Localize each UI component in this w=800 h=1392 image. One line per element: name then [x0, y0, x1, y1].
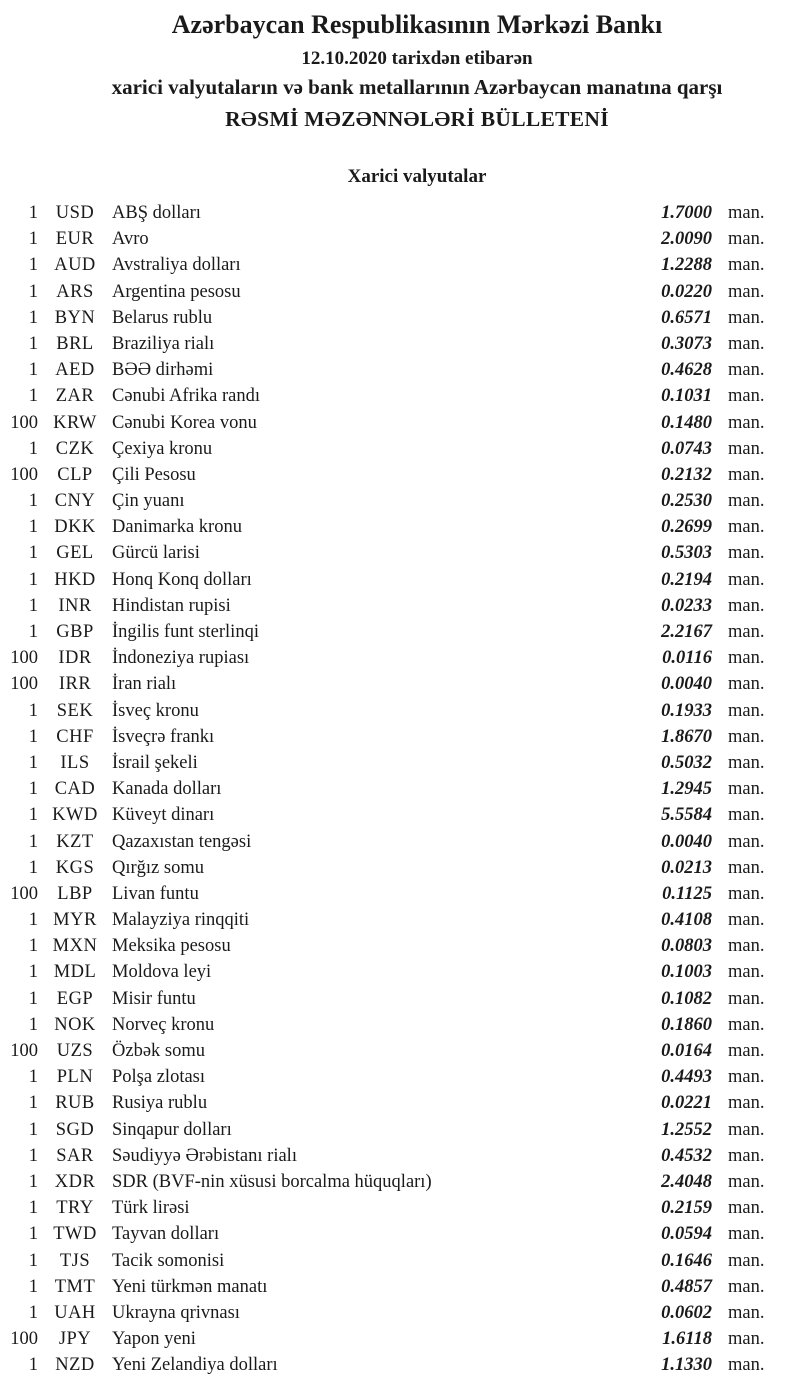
currency-quantity: 1: [28, 569, 38, 590]
unit-label: man.: [728, 1302, 765, 1323]
rate-row: [0, 462, 773, 488]
section-title-foreign-currencies: Xarici valyutalar: [347, 166, 487, 187]
rate-value: 0.0743: [661, 438, 712, 459]
currency-quantity: 100: [10, 1041, 38, 1061]
currency-quantity: 1: [28, 779, 38, 800]
rate-row: [0, 671, 773, 697]
currency-name: Hindistan rupisi: [112, 595, 231, 616]
rate-row: [0, 226, 773, 252]
rate-value: 0.0164: [661, 1041, 712, 1061]
currency-quantity: 1: [28, 1119, 38, 1140]
rate-row: [0, 200, 773, 226]
currency-code: CNY: [54, 491, 96, 512]
currency-code: BRL: [56, 333, 94, 354]
rate-row: [0, 802, 773, 828]
currency-quantity: 1: [28, 752, 38, 773]
currency-code: ILS: [60, 752, 90, 773]
rate-value: 0.0803: [661, 936, 712, 957]
rate-row: [0, 829, 773, 855]
rate-row: [0, 514, 773, 540]
currency-code: IRR: [58, 674, 92, 695]
unit-label: man.: [728, 988, 765, 1009]
rate-value: 0.1003: [661, 962, 712, 983]
unit-label: man.: [728, 752, 765, 773]
rate-row: [0, 331, 773, 357]
unit-label: man.: [728, 1093, 765, 1114]
rate-value: 0.5032: [661, 752, 712, 773]
currency-name: Avstraliya dolları: [112, 255, 241, 276]
currency-name: İsrail şekeli: [112, 752, 198, 773]
currency-quantity: 1: [28, 622, 38, 642]
currency-code: GEL: [56, 543, 94, 564]
currency-name: Səudiyyə Ərəbistanı rialı: [112, 1145, 297, 1166]
rate-row: [0, 279, 773, 305]
currency-name: Kanada dolları: [112, 779, 222, 800]
rate-row: [0, 645, 773, 671]
currency-name: SDR (BVF-nin xüsusi borcalma hüquqları): [112, 1171, 432, 1192]
rate-value: 0.0594: [661, 1224, 712, 1245]
currency-code: CHF: [56, 726, 94, 747]
currency-quantity: 1: [28, 1224, 38, 1245]
rate-value: 0.4493: [661, 1067, 712, 1088]
rate-value: 0.0116: [662, 648, 712, 669]
currency-quantity: 1: [28, 517, 38, 538]
currency-name: Qırğız somu: [112, 857, 204, 878]
currency-name: Rusiya rublu: [112, 1093, 208, 1114]
currency-name: Belarus rublu: [112, 307, 213, 328]
unit-label: man.: [728, 1355, 765, 1376]
currency-name: Cənubi Afrika randı: [112, 386, 260, 407]
rate-row: [0, 410, 773, 436]
currency-name: Yapon yeni: [112, 1329, 196, 1350]
rate-row: [0, 488, 773, 514]
rate-value: 1.6118: [662, 1329, 712, 1350]
rate-row: [0, 357, 773, 383]
rate-value: 0.1480: [661, 412, 712, 433]
unit-label: man.: [728, 517, 765, 538]
unit-label: man.: [728, 831, 765, 852]
rate-row: [0, 1300, 773, 1326]
rate-row: [0, 1326, 773, 1352]
currency-code: JPY: [58, 1329, 92, 1350]
currency-quantity: 100: [10, 648, 38, 669]
currency-code: MYR: [53, 910, 97, 931]
currency-quantity: 100: [10, 1329, 38, 1350]
currency-quantity: 1: [28, 438, 38, 459]
currency-quantity: 1: [28, 726, 38, 747]
currency-code: CZK: [55, 438, 95, 459]
currency-quantity: 1: [28, 1145, 38, 1166]
currency-code: CAD: [54, 779, 96, 800]
currency-name: Meksika pesosu: [112, 936, 231, 957]
currency-code: NOK: [54, 1014, 96, 1035]
rate-value: 0.2699: [661, 517, 712, 538]
unit-label: man.: [728, 726, 765, 747]
currency-quantity: 1: [28, 281, 38, 302]
unit-label: man.: [728, 438, 765, 459]
unit-label: man.: [728, 281, 765, 302]
currency-quantity: 1: [28, 203, 38, 223]
currency-code: TRY: [56, 1198, 94, 1219]
currency-name: Moldova leyi: [112, 962, 212, 983]
currency-quantity: 1: [28, 1171, 38, 1192]
rate-row: [0, 593, 773, 619]
rate-row: [0, 986, 773, 1012]
unit-label: man.: [728, 1119, 765, 1140]
currency-code: IDR: [58, 648, 92, 669]
rate-row: [0, 1038, 773, 1064]
unit-label: man.: [728, 1067, 765, 1088]
currency-code: MDL: [53, 962, 97, 983]
unit-label: man.: [728, 412, 765, 433]
rate-row: [0, 567, 773, 593]
rate-value: 1.2552: [661, 1119, 712, 1140]
currency-name: Tacik somonisi: [112, 1250, 225, 1271]
rate-value: 0.1031: [661, 386, 712, 407]
rate-value: 0.0233: [661, 595, 712, 616]
currency-name: Küveyt dinarı: [112, 805, 215, 826]
rate-value: 0.4108: [661, 910, 712, 931]
unit-label: man.: [728, 595, 765, 616]
currency-name: Honq Konq dolları: [112, 569, 252, 590]
rate-row: [0, 383, 773, 409]
rate-value: 0.0220: [661, 281, 712, 302]
currency-code: MXN: [52, 936, 98, 957]
unit-label: man.: [728, 229, 765, 250]
rate-row: [0, 1221, 773, 1247]
currency-name: Misir funtu: [112, 988, 196, 1009]
currency-code: EUR: [55, 229, 95, 250]
unit-label: man.: [728, 491, 765, 512]
currency-quantity: 1: [28, 857, 38, 878]
unit-label: man.: [728, 360, 765, 381]
unit-label: man.: [728, 1145, 765, 1166]
currency-name: Danimarka kronu: [112, 517, 242, 538]
rate-value: 0.2132: [661, 464, 712, 485]
rate-value: 0.0213: [661, 857, 712, 878]
currency-quantity: 1: [28, 543, 38, 564]
rate-row: [0, 540, 773, 566]
currency-name: Tayvan dolları: [112, 1224, 220, 1245]
unit-label: man.: [728, 255, 765, 276]
currency-code: ARS: [56, 281, 94, 302]
currency-name: Çexiya kronu: [112, 438, 213, 459]
currency-name: İsveçrə frankı: [112, 726, 215, 747]
rate-value: 0.1125: [662, 883, 712, 904]
rate-row: [0, 1064, 773, 1090]
currency-name: Argentina pesosu: [112, 281, 241, 302]
rate-value: 0.1646: [661, 1250, 712, 1271]
currency-quantity: 1: [28, 360, 38, 381]
currency-quantity: 100: [10, 674, 38, 695]
currency-quantity: 100: [10, 883, 38, 904]
currency-code: TMT: [54, 1276, 96, 1297]
bank-name-title: Azərbaycan Respublikasının Mərkəzi Bankı: [171, 10, 663, 39]
rate-value: 1.7000: [661, 203, 712, 223]
currency-code: SGD: [55, 1119, 95, 1140]
rate-row: [0, 724, 773, 750]
currency-quantity: 1: [28, 491, 38, 512]
currency-code: KZT: [56, 831, 94, 852]
unit-label: man.: [728, 1014, 765, 1035]
rate-value: 0.0040: [661, 674, 712, 695]
rate-row: [0, 1090, 773, 1116]
currency-code: LBP: [57, 883, 93, 904]
currency-quantity: 1: [28, 1250, 38, 1271]
rate-value: 0.0602: [661, 1302, 712, 1323]
currency-code: RUB: [55, 1093, 95, 1114]
currency-code: DKK: [54, 517, 96, 538]
rate-value: 1.1330: [661, 1355, 712, 1376]
currency-quantity: 1: [28, 962, 38, 983]
rate-row: [0, 1012, 773, 1038]
rate-value: 0.4857: [661, 1276, 712, 1297]
rate-value: 5.5584: [661, 805, 712, 826]
rate-value: 0.4532: [661, 1145, 712, 1166]
unit-label: man.: [728, 1224, 765, 1245]
currency-code: HKD: [54, 569, 96, 590]
currency-quantity: 1: [28, 988, 38, 1009]
currency-name: Cənubi Korea vonu: [112, 412, 257, 433]
currency-quantity: 1: [28, 700, 38, 721]
unit-label: man.: [728, 962, 765, 983]
currency-name: Sinqapur dolları: [112, 1119, 232, 1140]
currency-code: KGS: [55, 857, 95, 878]
unit-label: man.: [728, 1250, 765, 1271]
currency-name: İran rialı: [112, 674, 177, 695]
unit-label: man.: [728, 648, 765, 669]
currency-quantity: 1: [28, 805, 38, 826]
currency-code: KRW: [53, 412, 97, 433]
currency-name: Livan funtu: [112, 883, 199, 904]
currency-quantity: 1: [28, 229, 38, 250]
currency-code: BYN: [54, 307, 96, 328]
currency-code: AED: [55, 360, 95, 381]
rate-row: [0, 1117, 773, 1143]
currency-code: XDR: [54, 1171, 96, 1192]
currency-name: Polşa zlotası: [112, 1067, 206, 1088]
currency-quantity: 1: [28, 1014, 38, 1035]
currency-quantity: 1: [28, 831, 38, 852]
currency-quantity: 1: [28, 333, 38, 354]
unit-label: man.: [728, 700, 765, 721]
unit-label: man.: [728, 674, 765, 695]
currency-name: Çili Pesosu: [112, 464, 196, 485]
unit-label: man.: [728, 857, 765, 878]
unit-label: man.: [728, 1276, 765, 1297]
rate-row: [0, 1143, 773, 1169]
currency-name: Malayziya rinqqiti: [112, 910, 250, 931]
rate-row: [0, 750, 773, 776]
currency-quantity: 100: [10, 412, 38, 433]
currency-name: Ukrayna qrivnası: [112, 1302, 240, 1323]
currency-name: Qazaxıstan tengəsi: [112, 831, 252, 852]
currency-quantity: 1: [28, 255, 38, 276]
currency-quantity: 1: [28, 307, 38, 328]
currency-quantity: 1: [28, 1067, 38, 1088]
unit-label: man.: [728, 569, 765, 590]
rate-value: 1.8670: [661, 726, 712, 747]
rate-value: 0.0040: [661, 831, 712, 852]
currency-code: UZS: [56, 1041, 94, 1061]
effective-date-line: 12.10.2020 tarixdən etibarən: [301, 48, 533, 69]
unit-label: man.: [728, 307, 765, 328]
rate-value: 0.2159: [661, 1198, 712, 1219]
currency-name: Yeni türkmən manatı: [112, 1276, 268, 1297]
unit-label: man.: [728, 464, 765, 485]
unit-label: man.: [728, 805, 765, 826]
currency-code: TWD: [53, 1224, 97, 1245]
unit-label: man.: [728, 1198, 765, 1219]
rate-row: [0, 698, 773, 724]
unit-label: man.: [728, 779, 765, 800]
rate-value: 0.1082: [661, 988, 712, 1009]
currency-quantity: 1: [28, 910, 38, 931]
rate-value: 0.5303: [661, 543, 712, 564]
currency-code: TJS: [59, 1250, 91, 1271]
currency-quantity: 1: [28, 1093, 38, 1114]
currency-quantity: 100: [10, 464, 38, 485]
rate-row: [0, 305, 773, 331]
rate-value: 0.1860: [661, 1014, 712, 1035]
unit-label: man.: [728, 1171, 765, 1192]
exchange-rates-table: [0, 200, 800, 1378]
rate-value: 0.2194: [661, 569, 712, 590]
unit-label: man.: [728, 543, 765, 564]
currency-code: ZAR: [55, 386, 95, 407]
rate-value: 2.2167: [661, 622, 712, 642]
currency-name: ABŞ dolları: [112, 203, 201, 223]
unit-label: man.: [728, 622, 765, 642]
currency-name: Türk lirəsi: [112, 1198, 190, 1219]
unit-label: man.: [728, 1329, 765, 1350]
currency-code: PLN: [56, 1067, 94, 1088]
rate-row: [0, 776, 773, 802]
rate-value: 0.1933: [661, 700, 712, 721]
bulletin-title: RƏSMİ MƏZƏNNƏLƏRİ BÜLLETENİ: [225, 107, 609, 131]
rate-row: [0, 1195, 773, 1221]
currency-quantity: 1: [28, 386, 38, 407]
currency-code: EGP: [56, 988, 94, 1009]
rate-row: [0, 252, 773, 278]
currency-code: SEK: [56, 700, 94, 721]
rate-row: [0, 959, 773, 985]
currency-name: Gürcü larisi: [112, 543, 200, 564]
currency-name: Avro: [112, 229, 149, 250]
currency-code: USD: [55, 203, 95, 223]
rate-value: 0.0221: [661, 1093, 712, 1114]
unit-label: man.: [728, 203, 765, 223]
currency-code: UAH: [54, 1302, 96, 1323]
rate-row: [0, 1248, 773, 1274]
unit-label: man.: [728, 910, 765, 931]
rate-row: [0, 619, 773, 645]
rate-row: [0, 907, 773, 933]
currency-name: BƏƏ dirhəmi: [112, 360, 214, 381]
rate-row: [0, 881, 773, 907]
currency-quantity: 1: [28, 1276, 38, 1297]
currency-code: INR: [58, 595, 92, 616]
document-header: [34, 8, 800, 134]
rate-value: 1.2945: [661, 779, 712, 800]
currency-quantity: 1: [28, 595, 38, 616]
rate-value: 0.3073: [661, 333, 712, 354]
currency-quantity: 1: [28, 1302, 38, 1323]
rate-row: [0, 1352, 773, 1378]
unit-label: man.: [728, 333, 765, 354]
currency-code: CLP: [57, 464, 93, 485]
rate-row: [0, 933, 773, 959]
currency-name: Norveç kronu: [112, 1014, 215, 1035]
rate-row: [0, 1169, 773, 1195]
unit-label: man.: [728, 1041, 765, 1061]
currency-name: İsveç kronu: [112, 700, 199, 721]
unit-label: man.: [728, 883, 765, 904]
unit-label: man.: [728, 936, 765, 957]
subject-line: xarici valyutaların və bank metallarının Azərbaycan manatına qarşı: [111, 75, 723, 99]
currency-code: SAR: [56, 1145, 94, 1166]
rate-value: 0.2530: [661, 491, 712, 512]
currency-quantity: 1: [28, 1198, 38, 1219]
currency-quantity: 1: [28, 1355, 38, 1376]
rate-row: [0, 855, 773, 881]
currency-name: Özbək somu: [112, 1041, 205, 1061]
currency-code: KWD: [52, 805, 98, 826]
rate-value: 0.6571: [661, 307, 712, 328]
unit-label: man.: [728, 386, 765, 407]
currency-quantity: 1: [28, 936, 38, 957]
rate-row: [0, 436, 773, 462]
currency-code: NZD: [55, 1355, 95, 1376]
rate-row: [0, 1274, 773, 1300]
rate-value: 2.4048: [661, 1171, 712, 1192]
currency-name: Yeni Zelandiya dolları: [112, 1355, 278, 1376]
currency-name: Braziliya rialı: [112, 333, 215, 354]
currency-name: Çin yuanı: [112, 491, 185, 512]
rate-value: 2.0090: [661, 229, 712, 250]
rate-value: 1.2288: [661, 255, 712, 276]
currency-code: GBP: [56, 622, 94, 642]
currency-code: AUD: [54, 255, 96, 276]
currency-name: İngilis funt sterlinqi: [112, 622, 259, 642]
currency-name: İndoneziya rupiası: [112, 648, 250, 669]
rate-value: 0.4628: [661, 360, 712, 381]
